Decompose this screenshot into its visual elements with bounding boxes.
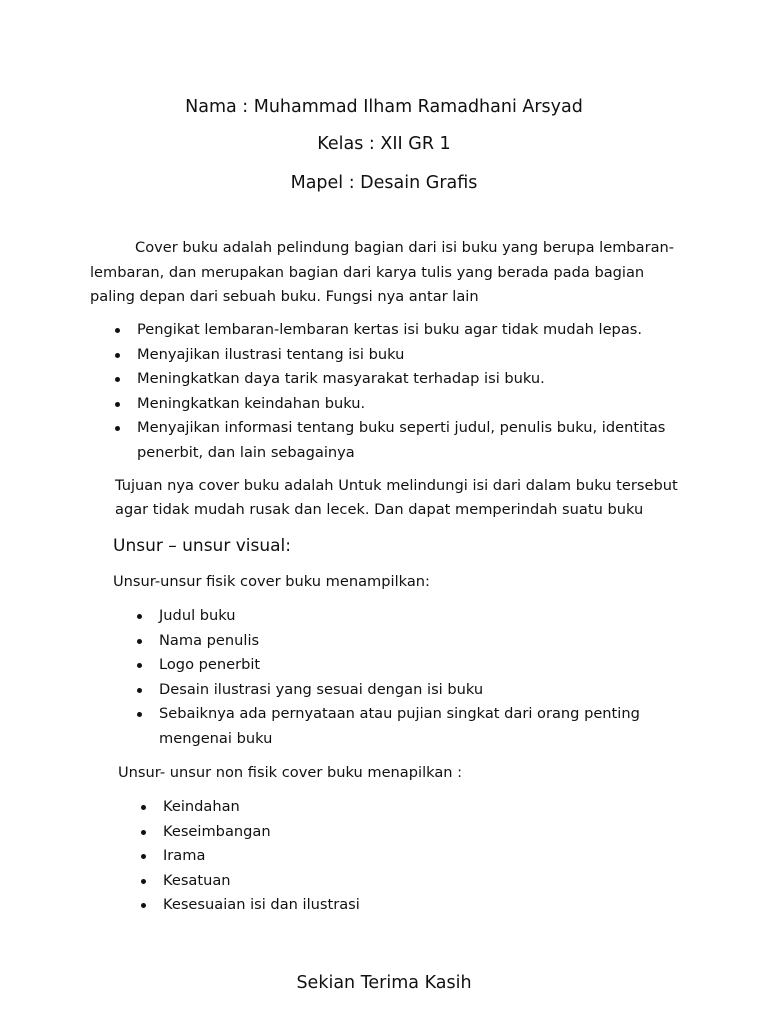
bullet-icon	[115, 426, 120, 431]
list-item-text: Pengikat lembaran-lembaran kertas isi buku agar tidak mudah lepas.	[137, 321, 643, 338]
list-item-text: Logo penerbit	[159, 656, 261, 673]
list-item	[159, 629, 659, 654]
list-item	[159, 653, 659, 678]
bullet-icon	[115, 353, 120, 358]
list-item-text: Meningkatkan keindahan buku.	[137, 394, 366, 412]
bullet-icon	[137, 614, 142, 619]
bullet-icon	[115, 402, 120, 407]
list-item	[163, 844, 663, 869]
list-item	[137, 367, 677, 392]
list-item	[159, 702, 659, 751]
purpose-line-1: Tujuan nya cover buku adalah Untuk melindungi isi dari dalam buku tersebut	[115, 477, 678, 494]
list-item	[137, 343, 677, 368]
purpose-line-2: agar tidak mudah rusak dan lecek. Dan dapat memperindah suatu buku	[115, 501, 644, 518]
list-item-text: Desain ilustrasi yang sesuai dengan isi buku	[159, 680, 484, 698]
physical-heading: Unsur-unsur fisik cover buku menampilkan:	[113, 573, 430, 590]
list-item	[163, 820, 663, 845]
physical-list	[159, 604, 659, 751]
bullet-icon	[141, 854, 146, 859]
list-item-text: Judul buku	[159, 607, 236, 624]
list-item-text: Menyajikan informasi tentang buku seperti judul, penulis buku, identitas penerbit, dan lain sebagainya	[137, 419, 666, 461]
bullet-icon	[115, 328, 120, 333]
list-item	[137, 416, 677, 465]
bullet-icon	[137, 688, 142, 693]
list-item	[159, 604, 659, 629]
nonphysical-list	[163, 795, 663, 918]
bullet-icon	[137, 712, 142, 717]
intro-paragraph	[90, 236, 690, 310]
list-item-text: Irama	[163, 847, 206, 864]
list-item	[137, 318, 677, 343]
nonphysical-heading: Unsur- unsur non fisik cover buku menapilkan :	[118, 764, 463, 781]
list-item-text: Kesesuaian isi dan ilustrasi	[163, 896, 360, 913]
list-item	[163, 869, 663, 894]
bullet-icon	[141, 903, 146, 908]
list-item	[159, 678, 659, 703]
list-item-text: Nama penulis	[159, 631, 260, 649]
functions-list	[137, 318, 677, 465]
list-item-text: Kesatuan	[163, 871, 231, 889]
bullet-icon	[141, 879, 146, 884]
list-item-text: Menyajikan ilustrasi tentang isi buku	[137, 345, 405, 363]
bullet-icon	[141, 830, 146, 835]
subject: Mapel : Desain Grafis	[290, 173, 478, 193]
bullet-icon	[137, 663, 142, 668]
visual-elements-heading: Unsur – unsur visual:	[113, 536, 292, 556]
intro-text: Cover buku adalah pelindung bagian dari isi buku yang berupa lembaran-lembaran, dan merupakan bagian dari karya tulis yang berada pada bagian paling depan dari sebuah buku. Fungsi nya antar lain	[90, 239, 675, 305]
list-item-text: Keseimbangan	[163, 822, 271, 840]
closing-text: Sekian Terima Kasih	[296, 973, 472, 993]
bullet-icon	[137, 639, 142, 644]
bullet-icon	[115, 377, 120, 382]
list-item	[163, 795, 663, 820]
list-item-text: Sebaiknya ada pernyataan atau pujian singkat dari orang penting mengenai buku	[159, 705, 640, 747]
student-name: Nama : Muhammad Ilham Ramadhani Arsyad	[185, 97, 583, 117]
student-class: Kelas : XII GR 1	[317, 134, 451, 154]
list-item	[137, 392, 677, 417]
list-item-text: Keindahan	[163, 798, 240, 815]
list-item-text: Meningkatkan daya tarik masyarakat terhadap isi buku.	[137, 370, 545, 387]
list-item	[163, 893, 663, 918]
bullet-icon	[141, 805, 146, 810]
